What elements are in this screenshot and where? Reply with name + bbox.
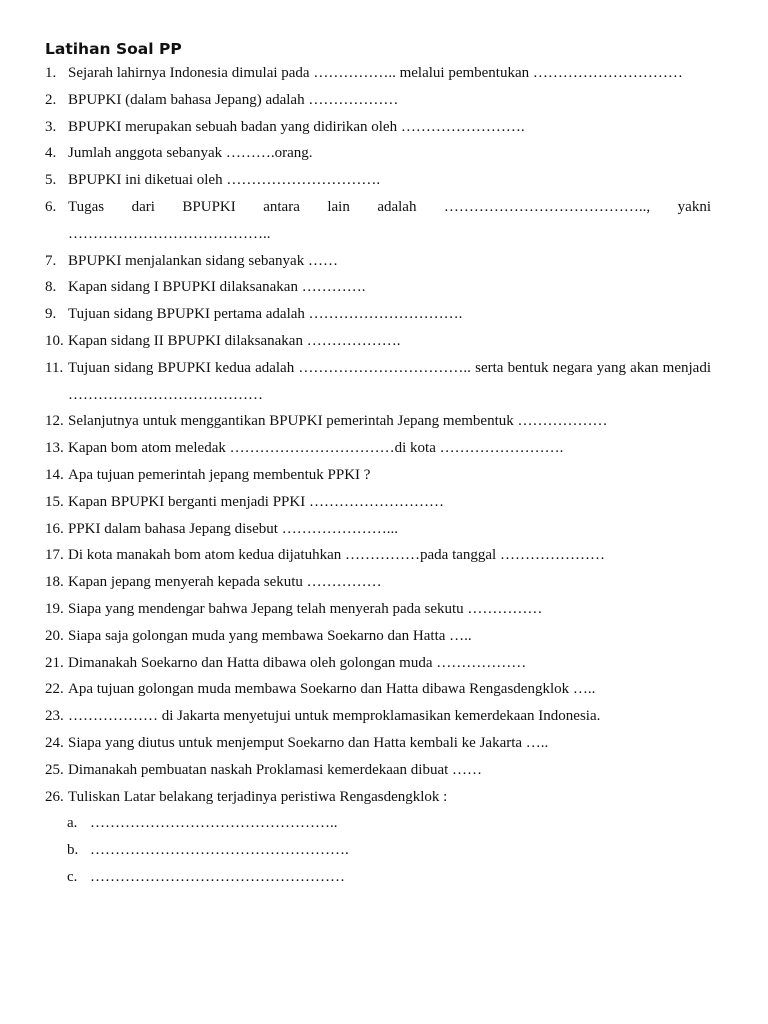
question-number: 6. [45,198,57,215]
question-number: 23. [45,708,64,725]
question-text: BPUPKI menjalankan sidang sebanyak …… [68,252,338,269]
question-number: 18. [45,574,64,591]
question-9 [45,301,711,328]
answer-sub-list [45,810,711,890]
question-16 [45,516,711,543]
question-text: Tujuan sidang BPUPKI pertama adalah …………………………. [68,306,463,323]
question-11 [45,355,711,409]
question-2 [45,87,711,114]
question-number: 17. [45,547,64,564]
question-text: Apa tujuan pemerintah jepang membentuk PPKI ? [68,466,371,483]
question-number: 15. [45,493,64,510]
sub-item-letter: a. [67,815,78,832]
question-22 [45,676,711,703]
question-18 [45,569,711,596]
question-15 [45,489,711,516]
question-number: 20. [45,627,64,644]
question-17 [45,542,711,569]
page-title: Latihan Soal PP [45,40,182,58]
question-text: BPUPKI merupakan sebuah badan yang didirikan oleh ……………………. [68,118,525,135]
question-text: BPUPKI ini diketuai oleh …………………………. [68,172,381,189]
sub-item-b [45,837,711,864]
question-text: Kapan sidang II BPUPKI dilaksanakan ………………. [68,332,401,349]
answer-blank: ………………………………………….. [90,815,338,832]
question-5 [45,167,711,194]
answer-blank: …………………………………………… [90,868,345,885]
question-number: 19. [45,600,64,617]
question-26 [45,784,711,811]
question-text: Tugas dari BPUPKI antara lain adalah ………………………………….., yakni ………………………………….. [68,198,711,242]
question-10 [45,328,711,355]
question-1 [45,60,711,87]
question-number: 13. [45,440,64,457]
question-text: Di kota manakah bom atom kedua dijatuhkan ……………pada tanggal ………………… [68,547,605,564]
question-19 [45,596,711,623]
question-text: Dimanakah Soekarno dan Hatta dibawa oleh golongan muda ……………… [68,654,527,671]
question-7 [45,248,711,275]
sub-item-a [45,810,711,837]
question-23 [45,703,711,730]
question-number: 9. [45,306,57,323]
question-text: Siapa saja golongan muda yang membawa Soekarno dan Hatta ….. [68,627,472,644]
question-number: 16. [45,520,64,537]
question-number: 12. [45,413,64,430]
question-number: 21. [45,654,64,671]
question-text: Kapan jepang menyerah kepada sekutu …………… [68,574,382,591]
question-number: 2. [45,91,57,108]
question-number: 11. [45,359,64,376]
sub-item-c [45,864,711,891]
question-text: Kapan sidang I BPUPKI dilaksanakan …………. [68,279,366,296]
question-text: Selanjutnya untuk menggantikan BPUPKI pemerintah Jepang membentuk ……………… [68,413,608,430]
sub-item-letter: b. [67,842,79,859]
question-number: 26. [45,788,64,805]
answer-blank: ……………………………………………. [90,842,349,859]
question-text: BPUPKI (dalam bahasa Jepang) adalah ……………… [68,91,399,108]
question-25 [45,757,711,784]
question-number: 1. [45,65,57,81]
question-number: 22. [45,681,64,698]
question-number: 10. [45,332,64,349]
question-number: 24. [45,734,64,751]
question-number: 3. [45,118,57,135]
question-21 [45,650,711,677]
question-number: 7. [45,252,57,269]
question-24 [45,730,711,757]
question-text: Tuliskan Latar belakang terjadinya peristiwa Rengasdengklok : [68,788,448,805]
question-3 [45,114,711,141]
question-20 [45,623,711,650]
question-text: Kapan bom atom meledak ……………………………di kota ……………………. [68,440,564,457]
question-text: Kapan BPUPKI berganti menjadi PPKI ……………………… [68,493,444,510]
question-list [45,60,711,891]
question-14 [45,462,711,489]
question-text: Apa tujuan golongan muda membawa Soekarno dan Hatta dibawa Rengasdengklok ….. [68,681,596,698]
question-text: PPKI dalam bahasa Jepang disebut …………………... [68,520,398,537]
question-text: Jumlah anggota sebanyak ……….orang. [68,145,313,162]
question-12 [45,408,711,435]
question-13 [45,435,711,462]
question-number: 25. [45,761,64,778]
question-8 [45,274,711,301]
question-text: Siapa yang mendengar bahwa Jepang telah menyerah pada sekutu …………… [68,600,543,617]
question-number: 4. [45,145,57,162]
question-text: Sejarah lahirnya Indonesia dimulai pada …………….. melalui pembentukan ………………………… [68,65,683,81]
question-4 [45,140,711,167]
question-text: ……………… di Jakarta menyetujui untuk memproklamasikan kemerdekaan Indonesia. [68,708,601,725]
question-number: 8. [45,279,57,296]
sub-item-letter: c. [67,868,78,885]
question-number: 5. [45,172,57,189]
question-text: Siapa yang diutus untuk menjemput Soekarno dan Hatta kembali ke Jakarta ….. [68,734,549,751]
question-6 [45,194,711,248]
question-text: Dimanakah pembuatan naskah Proklamasi kemerdekaan dibuat …… [68,761,483,778]
question-text: Tujuan sidang BPUPKI kedua adalah …………………………….. serta bentuk negara yang akan menjadi ………………………………… [68,359,711,403]
question-number: 14. [45,466,64,483]
worksheet [45,40,711,891]
